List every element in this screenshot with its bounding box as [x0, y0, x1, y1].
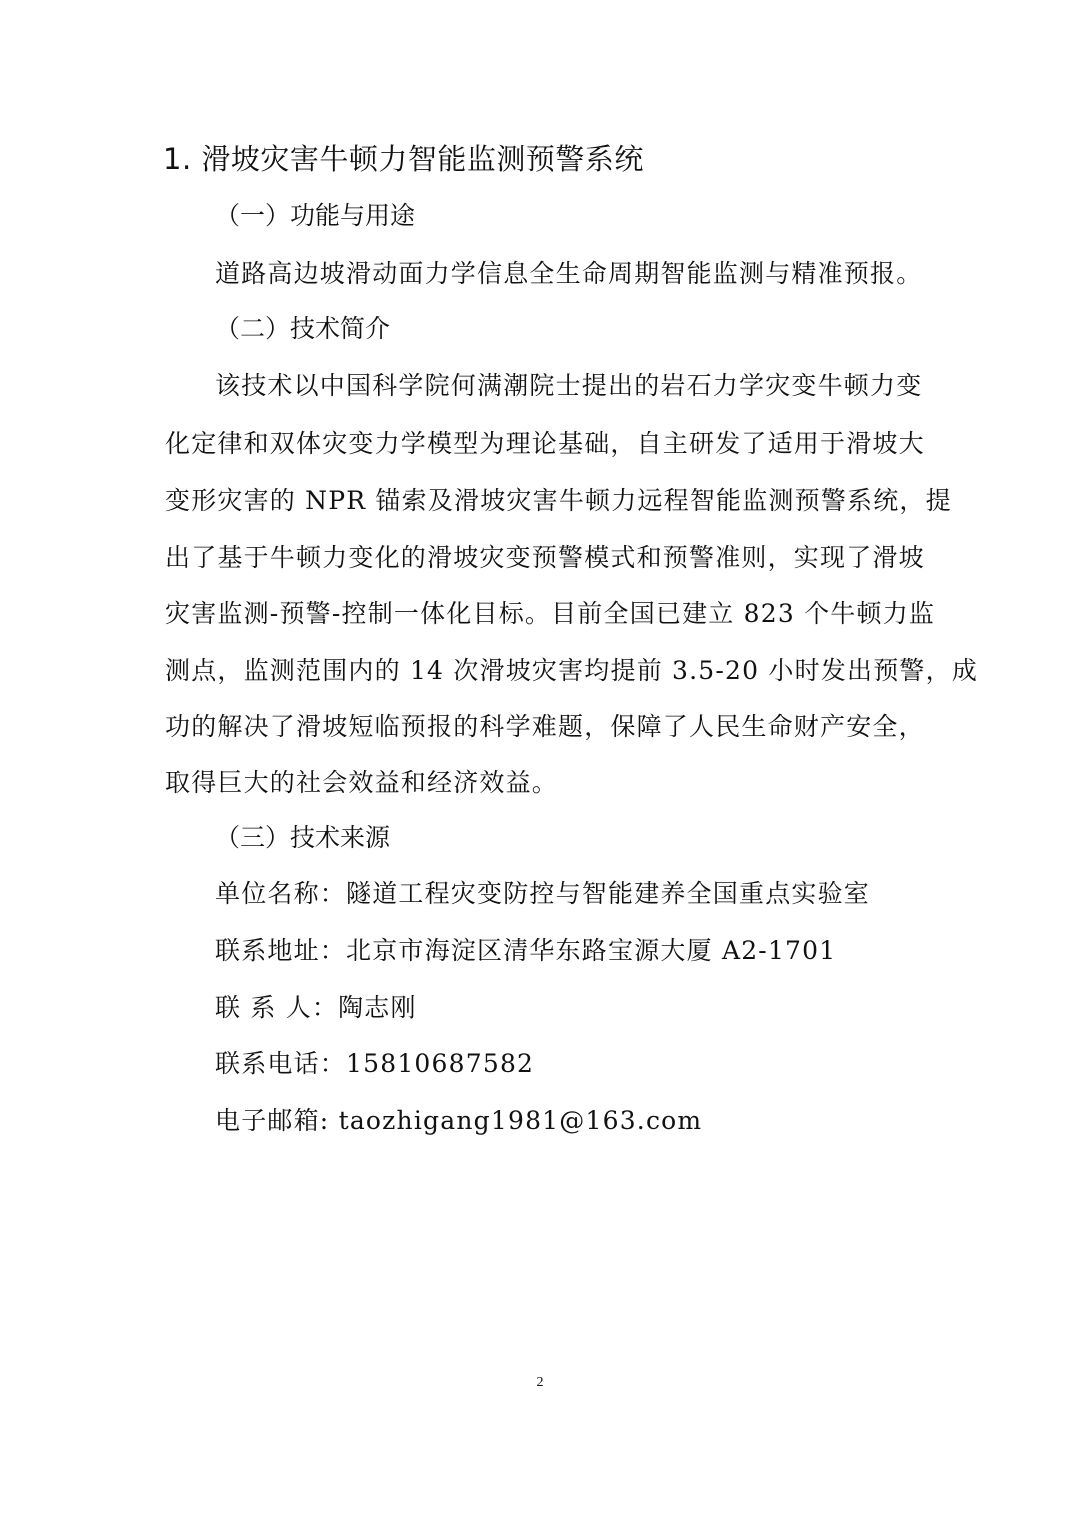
source-email: 电子邮箱: taozhigang1981@163.com — [215, 1106, 703, 1135]
intro-line-5: 灾害监测-预警-控制一体化目标。目前全国已建立 823 个牛顿力监 — [165, 599, 936, 628]
intro-line-1: 该技术以中国科学院何满潮院士提出的岩石力学灾变牛顿力变 — [215, 371, 923, 400]
intro-line-3: 变形灾害的 NPR 锚索及滑坡灾害牛顿力远程智能监测预警系统，提 — [165, 486, 952, 515]
source-contact-person: 联 系 人：陶志刚 — [215, 993, 417, 1022]
source-phone: 联系电话：15810687582 — [215, 1049, 535, 1078]
intro-line-8: 取得巨大的社会效益和经济效益。 — [165, 768, 559, 797]
intro-line-6: 测点，监测范围内的 14 次滑坡灾害均提前 3.5-20 小时发出预警，成 — [165, 656, 979, 685]
source-address: 联系地址：北京市海淀区清华东路宝源大厦 A2-1701 — [215, 936, 837, 965]
section-heading-intro: （二）技术简介 — [215, 314, 391, 343]
section-heading-function: （一）功能与用途 — [215, 201, 416, 230]
function-text: 道路高边坡滑动面力学信息全生命周期智能监测与精准预报。 — [215, 259, 923, 288]
section-heading-source: （三）技术来源 — [215, 823, 391, 852]
page-number: 2 — [536, 1375, 544, 1390]
document-title: 1. 滑坡灾害牛顿力智能监测预警系统 — [163, 142, 644, 176]
intro-line-4: 出了基于牛顿力变化的滑坡灾变预警模式和预警准则，实现了滑坡 — [165, 543, 925, 572]
intro-line-2: 化定律和双体灾变力学模型为理论基础，自主研发了适用于滑坡大 — [165, 429, 925, 458]
intro-line-7: 功的解决了滑坡短临预报的科学难题，保障了人民生命财产安全， — [165, 712, 925, 741]
source-unit-name: 单位名称：隧道工程灾变防控与智能建养全国重点实验室 — [215, 879, 871, 908]
